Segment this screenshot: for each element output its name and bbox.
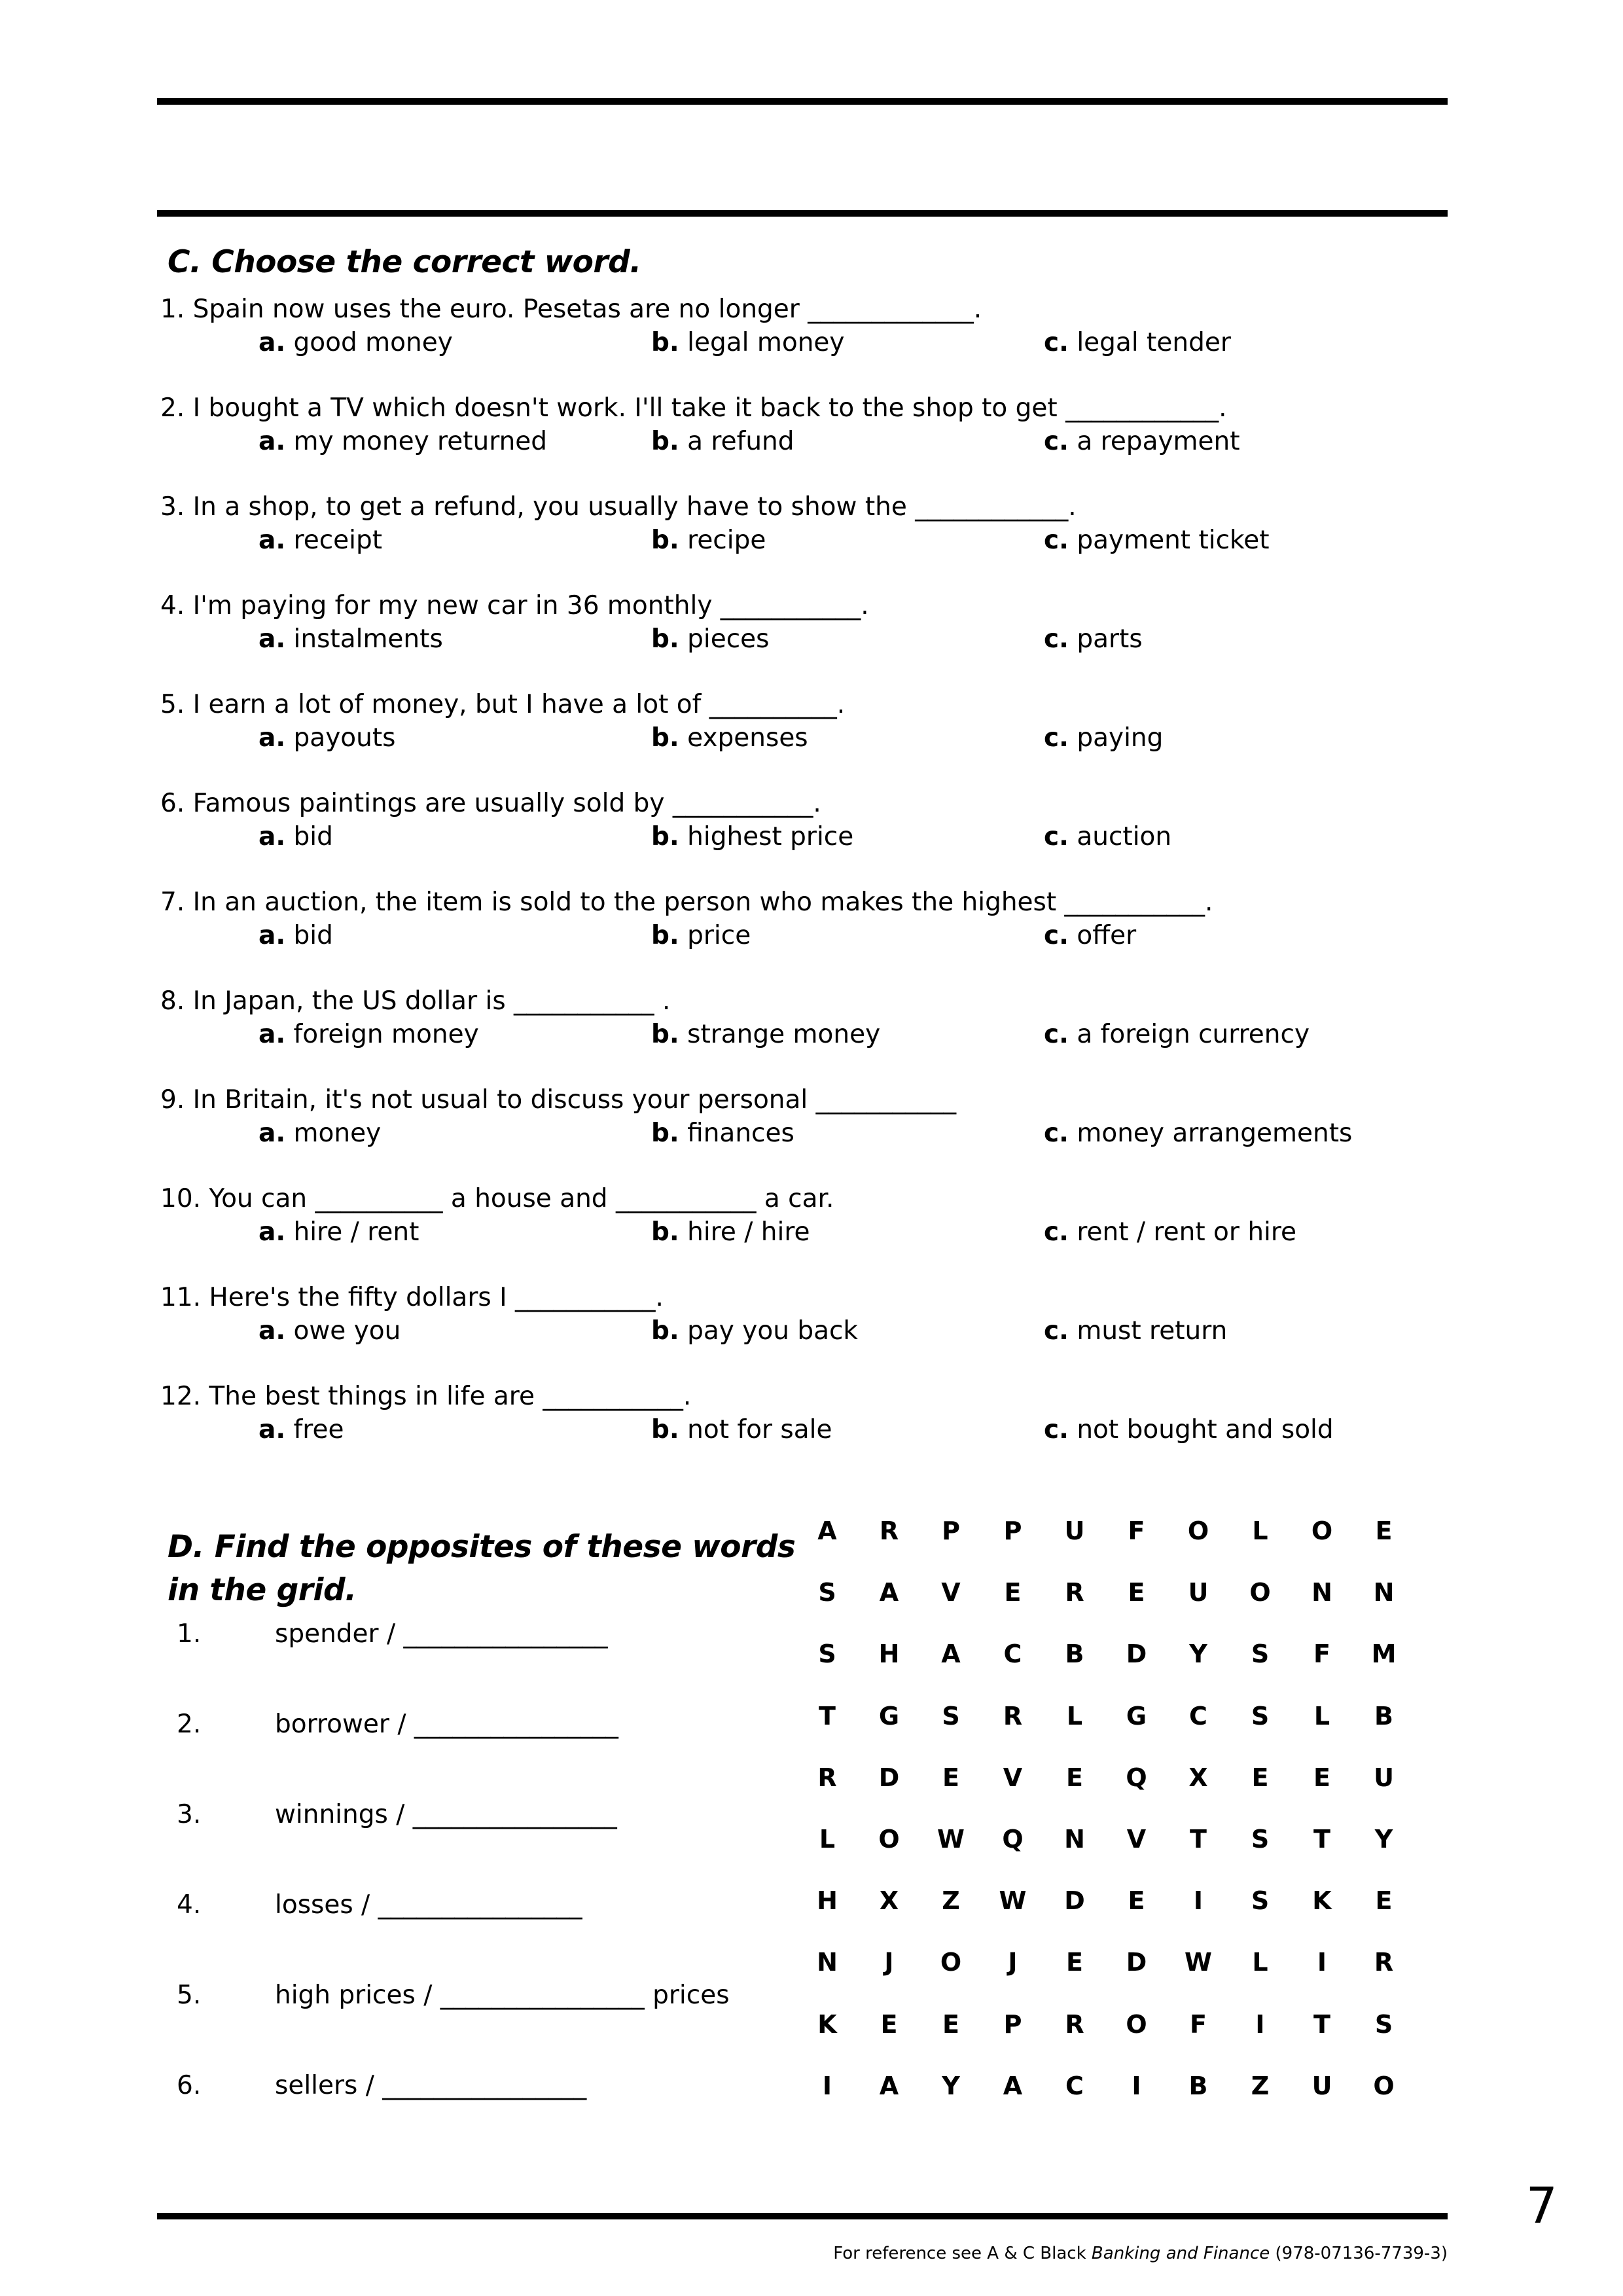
- grid-letter: J: [884, 1948, 894, 1977]
- option-letter: a.: [259, 624, 286, 654]
- option-letter: a.: [259, 328, 286, 357]
- question-1: 1. Spain now uses the euro. Pesetas are no longer _____________.: [160, 295, 982, 324]
- option-text: finances: [687, 1119, 794, 1148]
- option-letter: a.: [259, 1217, 286, 1247]
- option-text: foreign money: [293, 1020, 479, 1049]
- option-letter: b.: [651, 921, 679, 950]
- question-4-option-b: [651, 624, 769, 654]
- grid-letter: Q: [1126, 1763, 1147, 1792]
- section-rule: [157, 210, 1448, 217]
- question-12-option-a: [259, 1415, 344, 1444]
- grid-letter: B: [1065, 1640, 1084, 1669]
- question-2-option-a: [259, 427, 547, 456]
- footer-isbn: (978-07136-7739-3): [1270, 2244, 1448, 2263]
- grid-letter: L: [1066, 1701, 1083, 1731]
- grid-letter: L: [819, 1825, 836, 1854]
- grid-letter: U: [1064, 1516, 1085, 1545]
- option-letter: b.: [651, 427, 679, 456]
- question-4-option-c: [1044, 624, 1143, 654]
- question-11-option-c: [1044, 1316, 1227, 1346]
- option-letter: a.: [259, 427, 286, 456]
- question-8-option-b: [651, 1020, 880, 1049]
- grid-letter: T: [1313, 2009, 1330, 2039]
- grid-letter: F: [1128, 1516, 1145, 1545]
- grid-letter: V: [1003, 1763, 1023, 1792]
- opposite-item-number: 4.: [177, 1890, 202, 1920]
- option-letter: c.: [1044, 822, 1069, 852]
- grid-letter: A: [941, 1640, 961, 1669]
- question-9: 9. In Britain, it's not usual to discuss your personal ___________: [160, 1085, 957, 1115]
- option-letter: c.: [1044, 328, 1069, 357]
- grid-letter: O: [940, 1948, 962, 1977]
- grid-letter: I: [1255, 2009, 1265, 2039]
- grid-letter: L: [1252, 1948, 1268, 1977]
- grid-letter: D: [1126, 1948, 1147, 1977]
- option-text: auction: [1077, 822, 1172, 852]
- grid-letter: R: [1003, 1701, 1023, 1731]
- option-letter: c.: [1044, 1217, 1069, 1247]
- grid-letter: X: [879, 1886, 899, 1916]
- option-letter: a.: [259, 822, 286, 852]
- bottom-rule: [157, 2213, 1448, 2219]
- section-d-title-line2: in the grid.: [168, 1572, 357, 1608]
- option-letter: c.: [1044, 1415, 1069, 1444]
- opposite-item-prompt: high prices / ________________ prices: [275, 1981, 730, 2010]
- opposite-item-prompt: sellers / ________________: [275, 2071, 587, 2100]
- option-letter: b.: [651, 526, 679, 555]
- question-2-option-b: [651, 427, 794, 456]
- grid-letter: A: [879, 2071, 899, 2100]
- grid-letter: J: [1008, 1948, 1018, 1977]
- option-text: rent / rent or hire: [1077, 1217, 1297, 1247]
- option-letter: b.: [651, 1020, 679, 1049]
- grid-letter: K: [1312, 1886, 1332, 1916]
- option-text: a repayment: [1077, 427, 1240, 456]
- option-text: owe you: [293, 1316, 401, 1346]
- grid-letter: I: [822, 2071, 832, 2100]
- grid-letter: I: [1317, 1948, 1327, 1977]
- option-text: strange money: [687, 1020, 881, 1049]
- option-text: payment ticket: [1077, 526, 1270, 555]
- option-text: expenses: [687, 723, 808, 753]
- option-text: not bought and sold: [1077, 1415, 1334, 1444]
- question-5-option-b: [651, 723, 808, 753]
- question-9-option-b: [651, 1119, 794, 1148]
- question-9-option-a: [259, 1119, 381, 1148]
- question-6-option-b: [651, 822, 853, 852]
- grid-letter: P: [1003, 1516, 1022, 1545]
- grid-letter: Q: [1002, 1825, 1024, 1854]
- option-letter: c.: [1044, 1020, 1069, 1049]
- grid-letter: D: [1064, 1886, 1085, 1916]
- grid-letter: B: [1188, 2071, 1208, 2100]
- option-text: bid: [293, 822, 333, 852]
- grid-letter: Y: [1189, 1640, 1207, 1669]
- grid-letter: A: [1003, 2071, 1023, 2100]
- grid-letter: N: [1373, 1578, 1395, 1607]
- question-8-option-a: [259, 1020, 479, 1049]
- option-letter: c.: [1044, 1119, 1069, 1148]
- option-text: parts: [1077, 624, 1143, 654]
- grid-letter: D: [1126, 1640, 1147, 1669]
- question-3-option-a: [259, 526, 382, 555]
- question-5: 5. I earn a lot of money, but I have a lot of __________.: [160, 690, 846, 719]
- grid-letter: Y: [1374, 1825, 1393, 1854]
- grid-letter: S: [1251, 1701, 1270, 1731]
- grid-letter: O: [878, 1825, 900, 1854]
- question-11: 11. Here's the fifty dollars I ___________.: [160, 1283, 664, 1312]
- question-12: 12. The best things in life are ___________.: [160, 1382, 692, 1411]
- option-text: price: [687, 921, 751, 950]
- grid-letter: A: [817, 1516, 837, 1545]
- grid-letter: Z: [942, 1886, 960, 1916]
- opposite-item-number: 3.: [177, 1800, 202, 1829]
- grid-letter: Y: [942, 2071, 960, 2100]
- grid-letter: V: [1126, 1825, 1147, 1854]
- grid-letter: K: [817, 2009, 837, 2039]
- grid-letter: E: [1375, 1516, 1393, 1545]
- option-letter: a.: [259, 1020, 286, 1049]
- grid-letter: C: [1065, 2071, 1084, 2100]
- grid-letter: E: [1066, 1948, 1083, 1977]
- question-3: 3. In a shop, to get a refund, you usually have to show the ____________.: [160, 492, 1077, 522]
- option-text: paying: [1077, 723, 1164, 753]
- question-5-option-c: [1044, 723, 1163, 753]
- grid-letter: C: [1189, 1701, 1207, 1731]
- grid-letter: E: [1313, 1763, 1330, 1792]
- grid-letter: Z: [1251, 2071, 1270, 2100]
- grid-letter: S: [1251, 1886, 1270, 1916]
- option-letter: a.: [259, 526, 286, 555]
- grid-letter: M: [1371, 1640, 1397, 1669]
- grid-letter: E: [1375, 1886, 1393, 1916]
- question-12-option-b: [651, 1415, 832, 1444]
- grid-letter: S: [942, 1701, 960, 1731]
- grid-letter: U: [1374, 1763, 1394, 1792]
- question-2-option-c: [1044, 427, 1240, 456]
- grid-letter: O: [1311, 1516, 1333, 1545]
- grid-letter: A: [879, 1578, 899, 1607]
- option-text: legal tender: [1077, 328, 1231, 357]
- grid-letter: O: [1373, 2071, 1395, 2100]
- grid-letter: V: [941, 1578, 961, 1607]
- grid-letter: W: [999, 1886, 1027, 1916]
- option-text: free: [293, 1415, 344, 1444]
- option-letter: b.: [651, 1217, 679, 1247]
- grid-letter: O: [1249, 1578, 1271, 1607]
- opposite-item-number: 5.: [177, 1981, 202, 2010]
- option-text: receipt: [293, 526, 383, 555]
- footer-prefix: For reference see A & C Black: [833, 2244, 1092, 2263]
- grid-letter: G: [878, 1701, 900, 1731]
- option-text: money arrangements: [1077, 1119, 1353, 1148]
- option-letter: c.: [1044, 921, 1069, 950]
- grid-letter: G: [1126, 1701, 1147, 1731]
- grid-letter: S: [1251, 1640, 1270, 1669]
- option-text: money: [293, 1119, 382, 1148]
- option-text: payouts: [293, 723, 396, 753]
- question-7-option-a: [259, 921, 333, 950]
- opposite-item-number: 2.: [177, 1710, 202, 1739]
- grid-letter: U: [1188, 1578, 1209, 1607]
- footer-reference: [833, 2244, 1448, 2263]
- opposite-item-prompt: losses / ________________: [275, 1890, 582, 1920]
- option-text: bid: [293, 921, 333, 950]
- option-letter: b.: [651, 822, 679, 852]
- option-letter: b.: [651, 723, 679, 753]
- option-letter: c.: [1044, 1316, 1069, 1346]
- option-letter: a.: [259, 1316, 286, 1346]
- question-12-option-c: [1044, 1415, 1334, 1444]
- option-text: highest price: [687, 822, 854, 852]
- top-rule: [157, 98, 1448, 105]
- question-7-option-b: [651, 921, 751, 950]
- question-11-option-a: [259, 1316, 401, 1346]
- option-letter: c.: [1044, 427, 1069, 456]
- grid-letter: R: [879, 1516, 899, 1545]
- question-2: 2. I bought a TV which doesn't work. I'll take it back to the shop to get ____________.: [160, 393, 1227, 423]
- question-7: 7. In an auction, the item is sold to the person who makes the highest ___________.: [160, 888, 1213, 917]
- grid-letter: E: [1251, 1763, 1269, 1792]
- grid-letter: S: [1374, 2009, 1393, 2039]
- option-text: hire / hire: [687, 1217, 810, 1247]
- question-3-option-c: [1044, 526, 1270, 555]
- grid-letter: T: [1313, 1825, 1330, 1854]
- question-9-option-c: [1044, 1119, 1352, 1148]
- page-number: 7: [1525, 2176, 1558, 2234]
- grid-letter: L: [1313, 1701, 1330, 1731]
- option-text: pieces: [687, 624, 770, 654]
- question-1-option-c: [1044, 328, 1231, 357]
- grid-letter: E: [1128, 1886, 1145, 1916]
- grid-letter: W: [1185, 1948, 1212, 1977]
- grid-letter: X: [1188, 1763, 1208, 1792]
- grid-letter: N: [1064, 1825, 1085, 1854]
- grid-letter: R: [1065, 2009, 1084, 2039]
- question-6: 6. Famous paintings are usually sold by ___________.: [160, 789, 821, 818]
- question-6-option-a: [259, 822, 333, 852]
- question-7-option-c: [1044, 921, 1136, 950]
- grid-letter: D: [878, 1763, 900, 1792]
- option-letter: b.: [651, 1415, 679, 1444]
- option-letter: b.: [651, 1316, 679, 1346]
- grid-letter: E: [1066, 1763, 1083, 1792]
- grid-letter: P: [942, 1516, 960, 1545]
- option-text: a foreign currency: [1077, 1020, 1310, 1049]
- question-10-option-a: [259, 1217, 419, 1247]
- option-letter: a.: [259, 723, 286, 753]
- grid-letter: E: [942, 2009, 959, 2039]
- section-d-title-line1: D. Find the opposites of these words: [168, 1529, 796, 1565]
- option-text: hire / rent: [293, 1217, 419, 1247]
- grid-letter: E: [1004, 1578, 1022, 1607]
- grid-letter: T: [1190, 1825, 1207, 1854]
- question-1-option-a: [259, 328, 453, 357]
- option-text: my money returned: [293, 427, 548, 456]
- question-3-option-b: [651, 526, 766, 555]
- option-letter: c.: [1044, 526, 1069, 555]
- grid-letter: P: [1003, 2009, 1022, 2039]
- grid-letter: R: [817, 1763, 837, 1792]
- grid-letter: I: [1132, 2071, 1141, 2100]
- option-text: must return: [1077, 1316, 1228, 1346]
- section-c-title: C. Choose the correct word.: [168, 244, 641, 280]
- grid-letter: B: [1374, 1701, 1393, 1731]
- footer-book-title: Banking and Finance: [1091, 2244, 1270, 2263]
- question-1-option-b: [651, 328, 845, 357]
- option-text: pay you back: [687, 1316, 859, 1346]
- option-text: instalments: [293, 624, 443, 654]
- question-10-option-b: [651, 1217, 810, 1247]
- question-8: 8. In Japan, the US dollar is ___________ .: [160, 986, 671, 1016]
- grid-letter: S: [1251, 1825, 1270, 1854]
- option-letter: b.: [651, 1119, 679, 1148]
- opposite-item-number: 6.: [177, 2071, 202, 2100]
- grid-letter: E: [942, 1763, 959, 1792]
- option-text: a refund: [687, 427, 794, 456]
- option-text: recipe: [687, 526, 766, 555]
- grid-letter: S: [818, 1578, 836, 1607]
- grid-letter: O: [1187, 1516, 1209, 1545]
- option-letter: c.: [1044, 723, 1069, 753]
- grid-letter: S: [818, 1640, 836, 1669]
- option-letter: b.: [651, 328, 679, 357]
- grid-letter: R: [1374, 1948, 1394, 1977]
- grid-letter: C: [1003, 1640, 1022, 1669]
- opposite-item-prompt: winnings / ________________: [275, 1800, 617, 1829]
- grid-letter: E: [880, 2009, 898, 2039]
- grid-letter: O: [1126, 2009, 1147, 2039]
- option-letter: a.: [259, 1415, 286, 1444]
- question-10-option-c: [1044, 1217, 1296, 1247]
- question-6-option-c: [1044, 822, 1171, 852]
- option-text: not for sale: [687, 1415, 832, 1444]
- option-text: good money: [293, 328, 453, 357]
- opposite-item-number: 1.: [177, 1619, 202, 1649]
- question-8-option-c: [1044, 1020, 1310, 1049]
- option-letter: a.: [259, 921, 286, 950]
- question-4: 4. I'm paying for my new car in 36 monthly ___________.: [160, 591, 869, 620]
- grid-letter: N: [817, 1948, 838, 1977]
- grid-letter: F: [1190, 2009, 1207, 2039]
- option-letter: c.: [1044, 624, 1069, 654]
- opposite-item-prompt: spender / ________________: [275, 1619, 608, 1649]
- grid-letter: I: [1193, 1886, 1204, 1916]
- grid-letter: H: [817, 1886, 838, 1916]
- grid-letter: R: [1065, 1578, 1084, 1607]
- grid-letter: N: [1311, 1578, 1332, 1607]
- question-4-option-a: [259, 624, 443, 654]
- grid-letter: H: [878, 1640, 900, 1669]
- grid-letter: T: [819, 1701, 836, 1731]
- question-11-option-b: [651, 1316, 858, 1346]
- option-text: legal money: [687, 328, 845, 357]
- option-letter: b.: [651, 624, 679, 654]
- question-5-option-a: [259, 723, 395, 753]
- grid-letter: E: [1128, 1578, 1145, 1607]
- option-letter: a.: [259, 1119, 286, 1148]
- option-text: offer: [1077, 921, 1137, 950]
- grid-letter: U: [1311, 2071, 1332, 2100]
- question-10: 10. You can __________ a house and ___________ a car.: [160, 1184, 834, 1213]
- grid-letter: W: [937, 1825, 965, 1854]
- opposite-item-prompt: borrower / ________________: [275, 1710, 618, 1739]
- grid-letter: F: [1313, 1640, 1330, 1669]
- grid-letter: L: [1252, 1516, 1268, 1545]
